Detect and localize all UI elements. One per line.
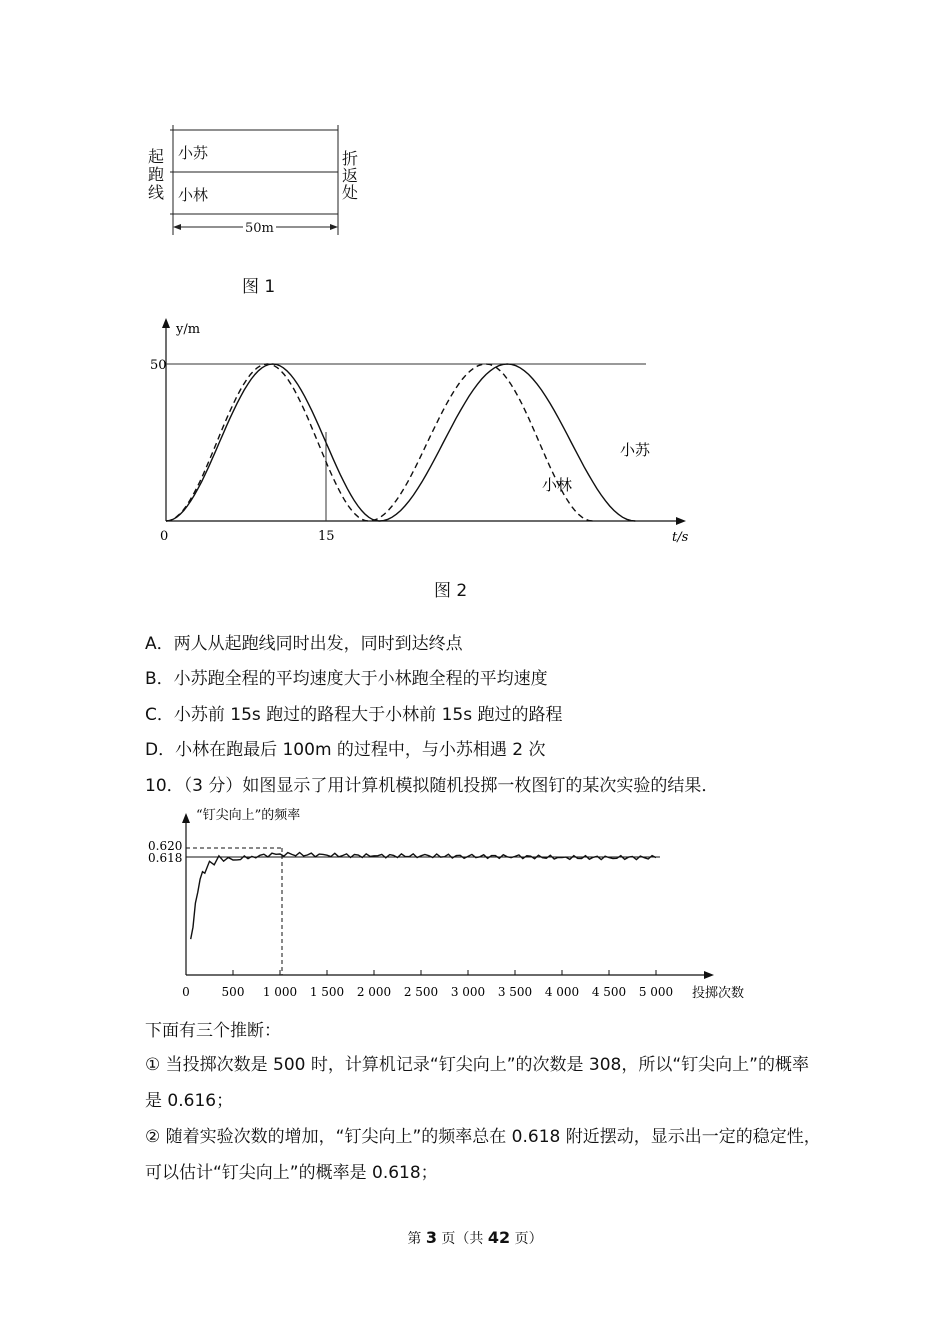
footer-suffix: 页） <box>510 1231 543 1247</box>
x-tick-label: 3 000 <box>450 985 486 999</box>
x-tick-label: 0 <box>182 985 190 999</box>
x-tick-marks <box>186 970 656 975</box>
y-axis-label: y/m <box>176 322 201 337</box>
lane-bottom-label: 小林 <box>178 186 209 204</box>
footer-prefix: 第 <box>407 1231 426 1247</box>
turn-label: 折返处 <box>342 149 359 202</box>
option-b: B．小苏跑全程的平均速度大于小林跑全程的平均速度 <box>145 669 548 689</box>
x-tick-label: 500 <box>221 985 245 999</box>
x-tick-label: 2 000 <box>356 985 392 999</box>
option-a: A．两人从起跑线同时出发，同时到达终点 <box>145 634 463 654</box>
series-line-xiaolin <box>166 364 593 521</box>
option-c: C．小苏前 15s 跑过的路程大于小林前 15s 跑过的路程 <box>145 705 563 725</box>
x-tick-label: 1 000 <box>262 985 298 999</box>
x-tick-label: 4 000 <box>544 985 580 999</box>
inference-intro: 下面有三个推断： <box>145 1021 281 1041</box>
y-tick-50: 50 <box>150 358 167 373</box>
x-tick-label: 2 500 <box>403 985 439 999</box>
question-10: 10．（3 分）如图显示了用计算机模拟随机投掷一枚图钉的某次实验的结果． <box>145 776 719 796</box>
series-line-xiaosu <box>166 364 635 521</box>
y-axis-arrow <box>162 318 170 328</box>
inference-1: ① 当投掷次数是 500 时，计算机记录“钉尖向上”的次数是 308，所以“钉尖向上”的概率是 0.616； <box>145 1055 809 1111</box>
chart-title: “钉尖向上”的频率 <box>196 808 301 823</box>
footer-total: 42 <box>487 1228 511 1247</box>
y-axis-arrow <box>182 813 190 823</box>
footer-page: 3 <box>425 1228 437 1247</box>
x-axis-arrow <box>704 971 714 979</box>
start-line-label: 起跑线 <box>148 147 165 202</box>
footer-middle: 页（共 <box>436 1231 488 1247</box>
y-tick-0618: 0.618 <box>148 851 183 865</box>
x-tick-0: 0 <box>160 529 169 544</box>
frequency-line <box>191 853 656 940</box>
lane-top-label: 小苏 <box>178 144 209 162</box>
x-axis-label: 投掷次数 <box>692 986 745 1001</box>
arrowhead-right <box>330 224 338 230</box>
x-tick-label: 3 500 <box>497 985 533 999</box>
x-tick-15: 15 <box>318 529 335 544</box>
x-tick-label: 5 000 <box>638 985 674 999</box>
length-label: 50m <box>245 221 274 236</box>
page-footer <box>0 1228 950 1248</box>
figure1-caption: 图 1 <box>242 277 276 297</box>
x-axis-label: t/s <box>672 530 689 545</box>
series-label-xiaolin: 小林 <box>542 476 573 494</box>
inference-2: ② 随着实验次数的增加，“钉尖向上”的频率总在 0.618 附近摆动，显示出一定的稳定性，可以估计“钉尖向上”的概率是 0.618； <box>145 1127 821 1183</box>
x-tick-label: 4 500 <box>591 985 627 999</box>
y-tick-0620: 0.620 <box>148 839 183 853</box>
arrowhead-left <box>173 224 181 230</box>
x-axis-arrow <box>676 517 686 525</box>
option-d: D．小林在跑最后 100m 的过程中，与小苏相遇 2 次 <box>145 740 546 760</box>
figure2-caption: 图 2 <box>434 581 468 601</box>
figure3-chart <box>140 805 760 1005</box>
x-tick-label: 1 500 <box>309 985 345 999</box>
figure2-chart <box>130 312 710 552</box>
series-label-xiaosu: 小苏 <box>620 441 651 459</box>
